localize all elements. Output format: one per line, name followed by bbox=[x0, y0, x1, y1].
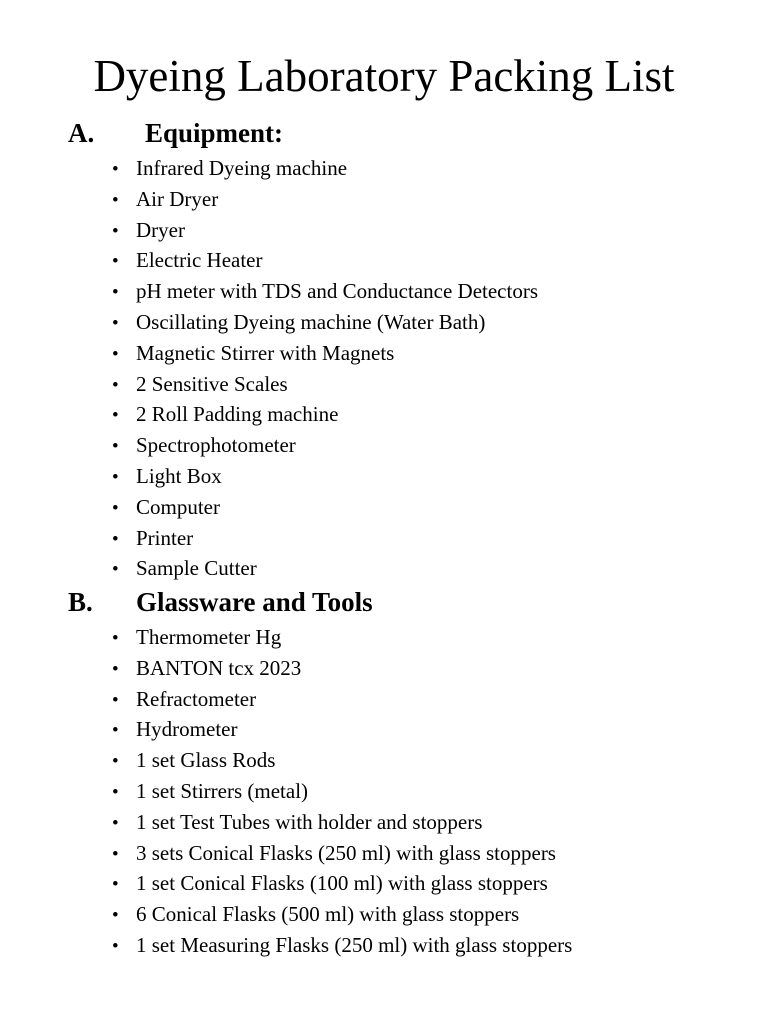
bullet-icon: • bbox=[112, 220, 119, 242]
list-item bbox=[112, 492, 538, 523]
list-item-text: BANTON tcx 2023 bbox=[136, 655, 302, 680]
list-item bbox=[112, 838, 572, 869]
bullet-icon: • bbox=[112, 343, 119, 365]
list-item bbox=[112, 745, 572, 776]
list-item-text: 1 set Test Tubes with holder and stoppers bbox=[136, 809, 483, 834]
list-item-text: Sample Cutter bbox=[136, 556, 257, 581]
bullet-icon: • bbox=[112, 628, 119, 649]
glassware-list bbox=[112, 622, 572, 961]
list-item-text: Thermometer Hg bbox=[136, 625, 282, 649]
list-item bbox=[112, 684, 572, 715]
list-item-text: 3 sets Conical Flasks (250 ml) with glass stoppers bbox=[136, 840, 556, 865]
list-item bbox=[112, 184, 538, 215]
bullet-icon: • bbox=[112, 720, 119, 742]
bullet-icon: • bbox=[112, 905, 119, 927]
list-item bbox=[112, 245, 538, 276]
section-letter: A. bbox=[68, 118, 95, 148]
list-item-text: Electric Heater bbox=[136, 248, 263, 273]
bullet-icon: • bbox=[112, 751, 119, 773]
list-item-text: Refractometer bbox=[136, 686, 257, 711]
list-item-text: 1 set Stirrers (metal) bbox=[136, 778, 309, 803]
list-item bbox=[112, 868, 572, 899]
section-title: Equipment: bbox=[145, 118, 284, 148]
section-heading-equipment bbox=[68, 116, 283, 150]
bullet-icon: • bbox=[112, 312, 119, 334]
bullet-icon: • bbox=[112, 658, 119, 680]
bullet-icon: • bbox=[112, 374, 119, 396]
bullet-icon: • bbox=[112, 159, 119, 180]
bullet-icon: • bbox=[112, 935, 119, 957]
list-item bbox=[112, 276, 538, 307]
list-item bbox=[112, 622, 572, 653]
bullet-icon: • bbox=[112, 189, 119, 211]
bullet-icon: • bbox=[112, 251, 119, 273]
list-item-text: Magnetic Stirrer with Magnets bbox=[136, 340, 395, 365]
list-item bbox=[112, 714, 572, 745]
list-item bbox=[112, 307, 538, 338]
bullet-icon: • bbox=[112, 497, 119, 519]
bullet-icon: • bbox=[112, 528, 119, 550]
list-item bbox=[112, 369, 538, 400]
list-item bbox=[112, 899, 572, 930]
list-item-text: 1 set Glass Rods bbox=[136, 748, 276, 773]
list-item-text: 2 Roll Padding machine bbox=[136, 402, 339, 427]
list-item-text: Hydrometer bbox=[136, 717, 238, 742]
list-item-text: pH meter with TDS and Conductance Detectors bbox=[136, 279, 539, 304]
list-item-text: Computer bbox=[136, 494, 220, 519]
list-item-text: 6 Conical Flasks (500 ml) with glass stoppers bbox=[136, 902, 520, 927]
list-item bbox=[112, 653, 572, 684]
list-item-text: Spectrophotometer bbox=[136, 433, 296, 458]
bullet-icon: • bbox=[112, 436, 119, 458]
list-item bbox=[112, 523, 538, 554]
bullet-icon: • bbox=[112, 781, 119, 803]
page-title: Dyeing Laboratory Packing List bbox=[93, 51, 675, 101]
bullet-icon: • bbox=[112, 812, 119, 834]
section-title: Glassware and Tools bbox=[136, 587, 373, 617]
bullet-icon: • bbox=[112, 559, 119, 581]
list-item bbox=[112, 553, 538, 584]
list-item bbox=[112, 776, 572, 807]
list-item bbox=[112, 215, 538, 246]
bullet-icon: • bbox=[112, 405, 119, 427]
list-item bbox=[112, 430, 538, 461]
bullet-icon: • bbox=[112, 689, 119, 711]
list-item-text: Printer bbox=[136, 525, 194, 550]
list-item-text: 1 set Measuring Flasks (250 ml) with glass stoppers bbox=[136, 932, 573, 957]
list-item bbox=[112, 930, 572, 961]
list-item bbox=[112, 807, 572, 838]
list-item-text: 1 set Conical Flasks (100 ml) with glass stoppers bbox=[136, 871, 548, 896]
bullet-icon: • bbox=[112, 874, 119, 896]
section-letter: B. bbox=[68, 587, 93, 617]
list-item-text: Oscillating Dyeing machine (Water Bath) bbox=[136, 309, 486, 334]
list-item bbox=[112, 399, 538, 430]
list-item-text: 2 Sensitive Scales bbox=[136, 371, 288, 396]
list-item-text: Air Dryer bbox=[136, 186, 219, 211]
list-item bbox=[112, 153, 538, 184]
list-item-text: Light Box bbox=[136, 463, 222, 488]
list-item-text: Infrared Dyeing machine bbox=[136, 156, 348, 180]
equipment-list bbox=[112, 153, 538, 584]
bullet-icon: • bbox=[112, 843, 119, 865]
list-item-text: Dryer bbox=[136, 217, 185, 242]
list-item bbox=[112, 461, 538, 492]
section-heading-glassware bbox=[68, 585, 373, 619]
bullet-icon: • bbox=[112, 466, 119, 488]
bullet-icon: • bbox=[112, 282, 119, 304]
list-item bbox=[112, 338, 538, 369]
